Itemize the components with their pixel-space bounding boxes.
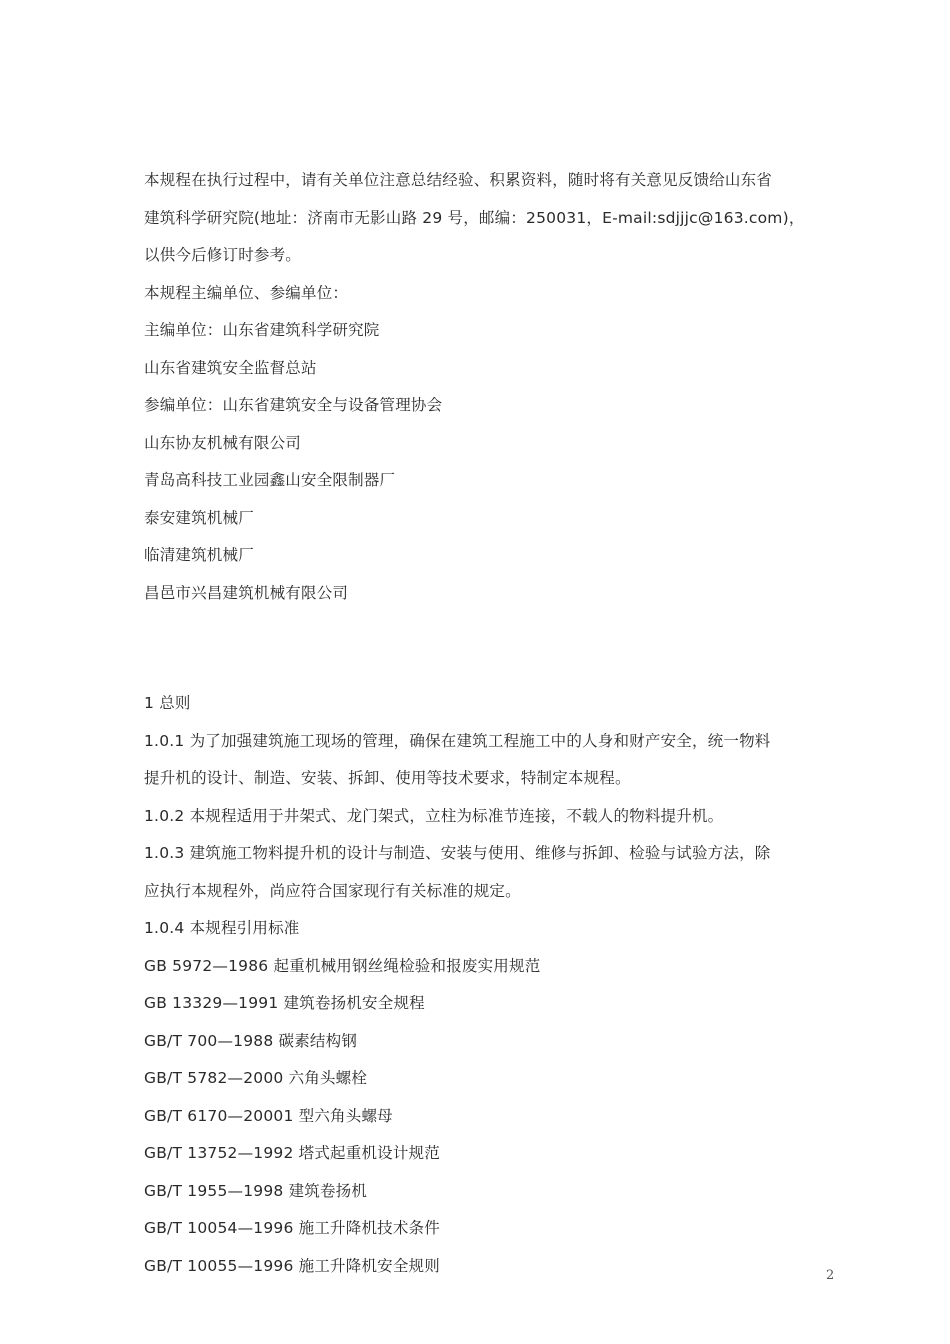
standard-item: GB/T 10054—1996 施工升降机技术条件 [144,1219,440,1237]
participant-item: 泰安建筑机械厂 [144,508,254,527]
participant-item: 青岛高科技工业园鑫山安全限制器厂 [144,471,396,489]
standard-item: GB/T 10055—1996 施工升降机安全规则 [144,1256,440,1275]
chapter-general-provisions [144,685,824,1285]
feedback-line-1: 本规程在执行过程中，请有关单位注意总结经验、积累资料，随时将有关意见反馈给山东省 [144,171,773,189]
clause-1-0-1-line-1: 1.0.1 为了加强建筑施工现场的管理，确保在建筑工程施工中的人身和财产安全，统一物料 [144,731,771,750]
standard-item: GB/T 13752—1992 塔式起重机设计规范 [144,1144,440,1162]
standard-item: GB/T 5782—2000 六角头螺栓 [144,1069,368,1087]
clause-1-0-1-line-2: 提升机的设计、制造、安装、拆卸、使用等技术要求，特制定本规程。 [144,769,631,787]
clause-1-0-2: 1.0.2 本规程适用于井架式、龙门架式，立柱为标准节连接，不载人的物料提升机。 [144,806,724,825]
participant-line: 参编单位：山东省建筑安全与设备管理协会 [144,396,443,414]
clause-1-0-3-line-2: 应执行本规程外，尚应符合国家现行有关标准的规定。 [144,881,521,900]
standard-item: GB/T 1955—1998 建筑卷扬机 [144,1181,368,1200]
feedback-line-2: 建筑科学研究院(地址：济南市无影山路 29 号，邮编：250031，E-mail:sdjjjc@163.com)， [144,208,805,227]
chief-editor-second: 山东省建筑安全监督总站 [144,358,317,377]
clause-1-0-3-line-1: 1.0.3 建筑施工物料提升机的设计与制造、安装与使用、维修与拆卸、检验与试验方法，除 [144,844,771,862]
standard-item: GB/T 6170—20001 型六角头螺母 [144,1106,393,1125]
clause-1-0-4: 1.0.4 本规程引用标准 [144,919,300,937]
standard-item: GB 5972—1986 起重机械用钢丝绳检验和报废实用规范 [144,956,541,975]
standard-item: GB 13329—1991 建筑卷扬机安全规程 [144,994,425,1012]
chief-editor-line: 主编单位：山东省建筑科学研究院 [144,321,380,339]
units-heading: 本规程主编单位、参编单位： [144,283,349,302]
chapter-title: 1 总则 [144,694,191,712]
page-number: 2 [826,1268,835,1283]
standard-item: GB/T 700—1988 碳素结构钢 [144,1031,358,1050]
participant-item: 昌邑市兴昌建筑机械有限公司 [144,583,349,602]
participant-item: 山东协友机械有限公司 [144,433,302,452]
feedback-line-3: 以供今后修订时参考。 [144,246,302,264]
intro-section [144,162,824,612]
participant-item: 临清建筑机械厂 [144,546,254,564]
